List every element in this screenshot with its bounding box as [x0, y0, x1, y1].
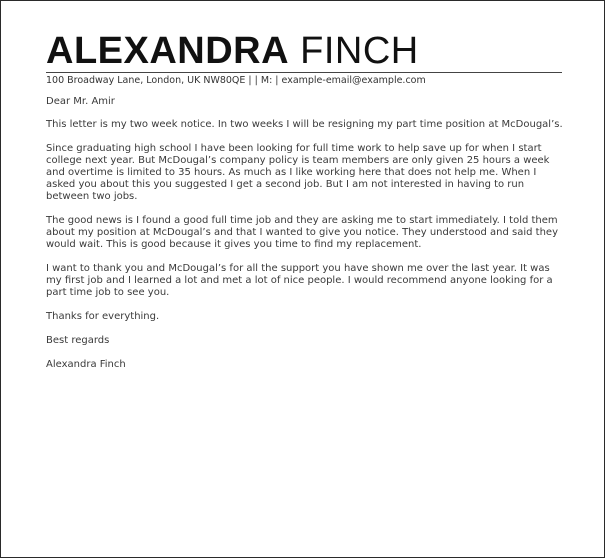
sender-name-heading — [46, 31, 566, 71]
sender-first-name: ALEXANDRA — [46, 30, 290, 72]
salutation: Dear Mr. Amir — [46, 96, 115, 107]
paragraph-2: Since graduating high school I have been looking for full time work to help save up for when I start college next year. But McDougal’s company policy is team members are only given 25 hours a week and overtime is limited to 35 hours. As much as I like working here that does not help me. When I asked you about this you suggested I get a second job. But I am not interested in having to run between two jobs. — [46, 143, 550, 202]
contact-line: 100 Broadway Lane, London, UK NW80QE | | M: | example-email@example.com — [46, 75, 426, 86]
letter-content — [46, 31, 566, 383]
letter-body — [46, 96, 566, 371]
paragraph-3: The good news is I found a good full time job and they are asking me to start immediately. I told them about my position at McDougal’s and that I wanted to give you notice. They understood and said they would wait. This is good because it gives you time to find my replacement. — [46, 215, 558, 250]
closing-line: Best regards — [46, 335, 110, 346]
header-divider — [46, 72, 562, 73]
signature-name: Alexandra Finch — [46, 359, 126, 370]
paragraph-1: This letter is my two week notice. In two weeks I will be resigning my part time position at McDougal’s. — [46, 119, 563, 130]
paragraph-4: I want to thank you and McDougal’s for all the support you have shown me over the last year. It was my first job and I learned a lot and met a lot of nice people. I would recommend anyone looking for a part time job to see you. — [46, 263, 553, 298]
thanks-line: Thanks for everything. — [46, 311, 160, 322]
sender-last-name: FINCH — [300, 30, 419, 72]
